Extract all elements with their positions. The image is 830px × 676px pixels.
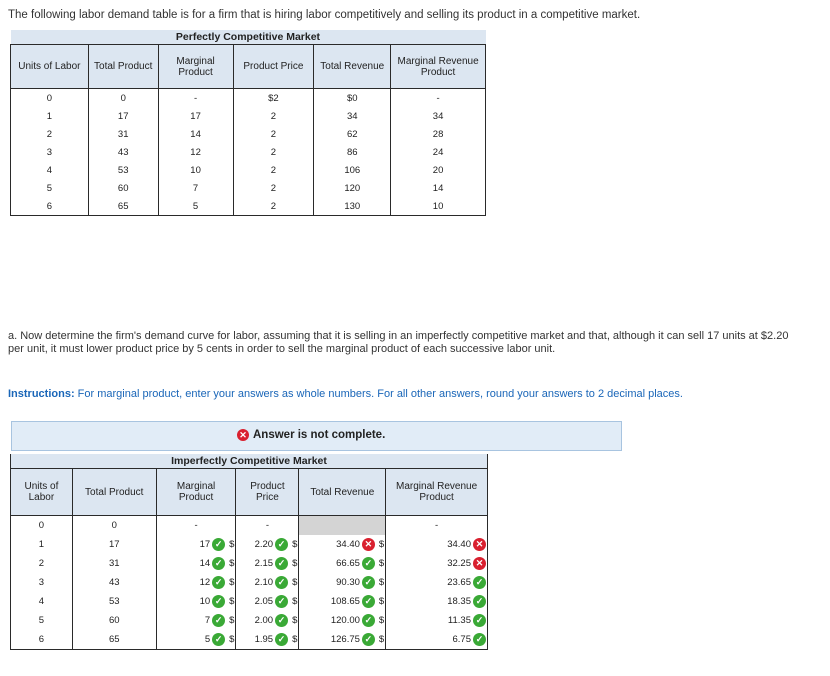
table2-row — [11, 573, 488, 592]
total-revenue-answer[interactable] — [299, 554, 386, 573]
product-price-answer[interactable] — [236, 573, 299, 592]
correct-check-icon: ✓ — [275, 557, 288, 570]
table1-row — [11, 161, 486, 179]
table2-row — [11, 535, 488, 554]
table2-header: Total Revenue — [299, 469, 386, 516]
table1-row — [11, 107, 486, 125]
table1-cell: 17 — [158, 107, 233, 125]
table1-row — [11, 125, 486, 143]
mrp-value: 34.40 — [447, 539, 471, 550]
table1-cell: 24 — [391, 143, 486, 161]
correct-check-icon: ✓ — [362, 595, 375, 608]
correct-check-icon: ✓ — [212, 614, 225, 627]
product-price-value: 2.20 — [254, 539, 274, 550]
marginal-product-answer[interactable] — [156, 554, 236, 573]
mrp-answer[interactable] — [386, 611, 488, 630]
dollar-sign: $ — [292, 615, 298, 626]
correct-check-icon: ✓ — [362, 633, 375, 646]
table1-cell: - — [391, 89, 486, 108]
table1-cell: 14 — [391, 179, 486, 197]
table1-cell: 5 — [158, 197, 233, 216]
table1-cell: 2 — [233, 161, 314, 179]
correct-check-icon: ✓ — [473, 595, 486, 608]
instructions-body: For marginal product, enter your answers as whole numbers. For all other answers, round your answers to 2 decimal places. — [74, 388, 683, 400]
instructions-label: Instructions: — [8, 388, 75, 400]
total-product-cell: 0 — [72, 516, 156, 536]
table1-cell: 10 — [158, 161, 233, 179]
correct-check-icon: ✓ — [275, 576, 288, 589]
mrp-value: 23.65 — [447, 577, 471, 588]
dollar-sign: $ — [378, 634, 385, 645]
mrp-value: 32.25 — [447, 558, 471, 569]
table1-cell: 2 — [233, 125, 314, 143]
total-revenue-value: 108.65 — [330, 596, 360, 607]
total-revenue-value: 126.75 — [330, 634, 360, 645]
incorrect-x-icon: ✕ — [473, 557, 486, 570]
dollar-sign: $ — [229, 558, 235, 569]
dollar-sign: $ — [229, 539, 235, 550]
total-revenue-answer[interactable] — [299, 611, 386, 630]
dollar-sign: $ — [378, 596, 385, 607]
table1-cell: 2 — [233, 143, 314, 161]
marginal-product-cell: - — [156, 516, 236, 536]
dollar-sign: $ — [229, 615, 235, 626]
price-cell: - — [236, 516, 299, 536]
table1-cell: 62 — [314, 125, 391, 143]
correct-check-icon: ✓ — [473, 614, 486, 627]
correct-check-icon: ✓ — [212, 576, 225, 589]
total-product-cell: 43 — [72, 573, 156, 592]
table1-header: Product Price — [233, 45, 314, 89]
table1-caption: Perfectly Competitive Market — [11, 30, 486, 45]
dollar-sign: $ — [229, 577, 235, 588]
table1-cell: 106 — [314, 161, 391, 179]
table1-cell: 0 — [88, 89, 158, 108]
table2-row — [11, 630, 488, 650]
total-revenue-answer[interactable] — [299, 573, 386, 592]
marginal-product-value: 7 — [204, 615, 211, 626]
incorrect-x-icon: ✕ — [362, 538, 375, 551]
mrp-answer[interactable] — [386, 630, 488, 650]
imperfectly-competitive-table — [10, 454, 488, 650]
correct-check-icon: ✓ — [275, 633, 288, 646]
correct-check-icon: ✓ — [275, 595, 288, 608]
mrp-value: 6.75 — [452, 634, 471, 645]
table1-cell: 120 — [314, 179, 391, 197]
total-revenue-value: 120.00 — [330, 615, 360, 626]
table2-header: Total Product — [72, 469, 156, 516]
table2-row — [11, 592, 488, 611]
marginal-product-value: 17 — [199, 539, 211, 550]
mrp-cell: - — [386, 516, 488, 536]
dollar-sign: $ — [292, 577, 298, 588]
mrp-value: 18.35 — [447, 596, 471, 607]
table2-header: Marginal Product — [156, 469, 236, 516]
total-product-cell: 31 — [72, 554, 156, 573]
units-cell: 1 — [11, 535, 73, 554]
total-revenue-answer[interactable] — [299, 592, 386, 611]
correct-check-icon: ✓ — [275, 538, 288, 551]
mrp-answer[interactable] — [386, 554, 488, 573]
question-text: a. Now determine the firm's demand curve for labor, assuming that it is selling in an imperfectly competitive market and that, although it can sell 17 units at $2.20 per unit, it must lower product price by 5 cents in order to sell the marginal product of each successive labor unit. — [8, 330, 789, 355]
correct-check-icon: ✓ — [275, 614, 288, 627]
table1-row — [11, 89, 486, 108]
table1-header: Total Product — [88, 45, 158, 89]
table2-header: Product Price — [236, 469, 299, 516]
table1-cell: 12 — [158, 143, 233, 161]
table1-cell: 4 — [11, 161, 89, 179]
product-price-value: 2.15 — [254, 558, 274, 569]
product-price-value: 2.00 — [254, 615, 274, 626]
mrp-value: 11.35 — [447, 615, 471, 626]
table1-cell: 28 — [391, 125, 486, 143]
product-price-answer[interactable] — [236, 592, 299, 611]
table1-cell: 0 — [11, 89, 89, 108]
table1-cell: 7 — [158, 179, 233, 197]
mrp-answer[interactable] — [386, 573, 488, 592]
table1-cell: $2 — [233, 89, 314, 108]
table1-cell: 14 — [158, 125, 233, 143]
product-price-answer[interactable] — [236, 611, 299, 630]
table2-header: Units of Labor — [11, 469, 73, 516]
product-price-value: 2.05 — [254, 596, 274, 607]
marginal-product-value: 14 — [199, 558, 211, 569]
correct-check-icon: ✓ — [362, 576, 375, 589]
status-banner — [11, 421, 622, 451]
marginal-product-answer[interactable] — [156, 573, 236, 592]
table1-cell: 43 — [88, 143, 158, 161]
table1-cell: 53 — [88, 161, 158, 179]
table1-cell: 31 — [88, 125, 158, 143]
units-cell: 3 — [11, 573, 73, 592]
marginal-product-answer[interactable] — [156, 630, 236, 650]
table2-caption: Imperfectly Competitive Market — [11, 454, 488, 469]
units-cell: 6 — [11, 630, 73, 650]
table1-cell: 5 — [11, 179, 89, 197]
table1-cell: 2 — [233, 197, 314, 216]
total-product-cell: 17 — [72, 535, 156, 554]
table1-cell: - — [158, 89, 233, 108]
units-cell: 2 — [11, 554, 73, 573]
dollar-sign: $ — [292, 634, 298, 645]
units-cell: 0 — [11, 516, 73, 536]
product-price-value: 1.95 — [254, 634, 274, 645]
marginal-product-answer[interactable] — [156, 611, 236, 630]
table1-cell: 2 — [11, 125, 89, 143]
product-price-answer[interactable] — [236, 630, 299, 650]
mrp-answer[interactable] — [386, 535, 488, 554]
marginal-product-value: 10 — [199, 596, 211, 607]
dollar-sign: $ — [292, 558, 298, 569]
total-product-cell: 65 — [72, 630, 156, 650]
dollar-sign: $ — [229, 596, 235, 607]
product-price-value: 2.10 — [254, 577, 274, 588]
total-product-cell: 53 — [72, 592, 156, 611]
incomplete-x-icon: ✕ — [237, 429, 249, 441]
dollar-sign: $ — [229, 634, 235, 645]
table2-row — [11, 554, 488, 573]
table1-cell: 2 — [233, 107, 314, 125]
table1-cell: 17 — [88, 107, 158, 125]
table1-cell: 3 — [11, 143, 89, 161]
table1-cell: 60 — [88, 179, 158, 197]
table1-header: Total Revenue — [314, 45, 391, 89]
instructions-text — [8, 388, 798, 401]
product-price-answer[interactable] — [236, 554, 299, 573]
product-price-answer[interactable] — [236, 535, 299, 554]
correct-check-icon: ✓ — [212, 595, 225, 608]
table1-cell: 86 — [314, 143, 391, 161]
table1-cell: 34 — [391, 107, 486, 125]
dollar-sign: $ — [292, 539, 298, 550]
table1-header: Units of Labor — [11, 45, 89, 89]
dollar-sign: $ — [378, 577, 385, 588]
total-product-cell: 60 — [72, 611, 156, 630]
dollar-sign: $ — [378, 558, 385, 569]
perfectly-competitive-table — [10, 30, 486, 216]
table1-cell: 10 — [391, 197, 486, 216]
units-cell: 4 — [11, 592, 73, 611]
table1-row — [11, 143, 486, 161]
correct-check-icon: ✓ — [212, 538, 225, 551]
marginal-product-answer[interactable] — [156, 592, 236, 611]
table2-header: Marginal Revenue Product — [386, 469, 488, 516]
marginal-product-value: 12 — [199, 577, 211, 588]
total-revenue-value: 34.40 — [336, 539, 360, 550]
table1-cell: 6 — [11, 197, 89, 216]
dollar-sign: $ — [378, 539, 385, 550]
marginal-product-answer[interactable] — [156, 535, 236, 554]
table1-header: Marginal Revenue Product — [391, 45, 486, 89]
mrp-answer[interactable] — [386, 592, 488, 611]
table1-header: Marginal Product — [158, 45, 233, 89]
table2-row — [11, 516, 488, 536]
table1-cell: 20 — [391, 161, 486, 179]
table1-cell: 2 — [233, 179, 314, 197]
correct-check-icon: ✓ — [473, 633, 486, 646]
table1-cell: 1 — [11, 107, 89, 125]
table2-row — [11, 611, 488, 630]
table1-row — [11, 179, 486, 197]
total-revenue-answer[interactable] — [299, 535, 386, 554]
dollar-sign: $ — [292, 596, 298, 607]
correct-check-icon: ✓ — [212, 557, 225, 570]
dollar-sign: $ — [378, 615, 385, 626]
correct-check-icon: ✓ — [362, 614, 375, 627]
table1-cell: $0 — [314, 89, 391, 108]
total-revenue-value: 90.30 — [336, 577, 360, 588]
correct-check-icon: ✓ — [473, 576, 486, 589]
total-revenue-value: 66.65 — [336, 558, 360, 569]
total-revenue-empty-cell — [299, 516, 386, 536]
correct-check-icon: ✓ — [212, 633, 225, 646]
incorrect-x-icon: ✕ — [473, 538, 486, 551]
marginal-product-value: 5 — [204, 634, 211, 645]
table1-row — [11, 197, 486, 216]
table1-cell: 65 — [88, 197, 158, 216]
table1-cell: 34 — [314, 107, 391, 125]
correct-check-icon: ✓ — [362, 557, 375, 570]
banner-text: Answer is not complete. — [253, 429, 386, 441]
table1-cell: 130 — [314, 197, 391, 216]
intro-text: The following labor demand table is for a firm that is hiring labor competitively and selling its product in a competitive market. — [8, 9, 641, 21]
total-revenue-answer[interactable] — [299, 630, 386, 650]
units-cell: 5 — [11, 611, 73, 630]
